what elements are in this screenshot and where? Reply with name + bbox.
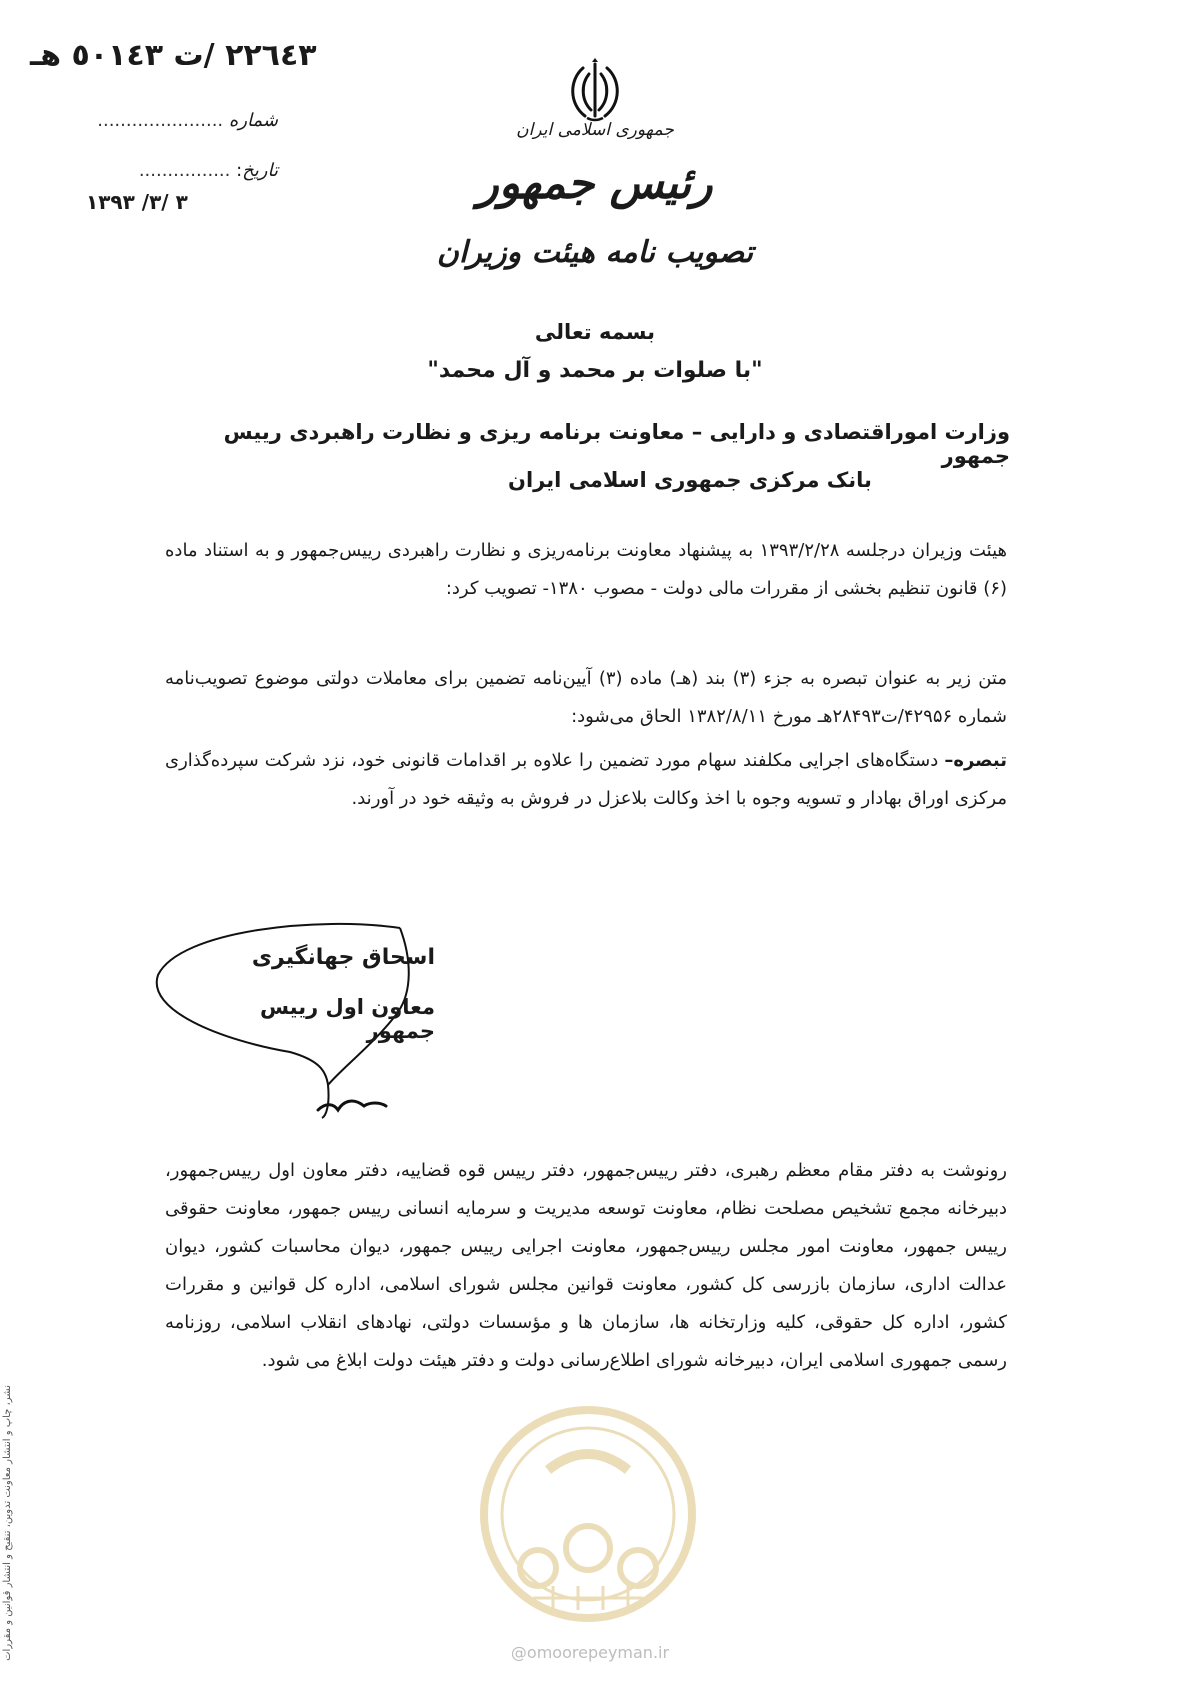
date-label: تاریخ bbox=[242, 160, 278, 181]
note-text: دستگاه‌های اجرایی مکلفند سهام مورد تضمین را علاوه بر اقدامات قانونی خود، نزد شرکت سپرده‌گذاری مرکزی اوراق بهادار و تسویه وجوه با اخذ وکالت بلاعزل در فروش به وثیقه خود در آورند. bbox=[165, 750, 1007, 809]
date-dots: ................ bbox=[138, 160, 231, 181]
date-field: تاریخ: ................ bbox=[138, 160, 278, 181]
side-note bbox=[2, 1385, 42, 1661]
number-label: شماره bbox=[228, 110, 278, 131]
paragraph-amendment: متن زیر به عنوان تبصره به جزء (۳) بند (هـ) ماده (۳) آیین‌نامه تضمین برای معاملات دولتی موضوع تصویب‌نامه شماره ۴۲۹۵۶/ت۲۸۴۹۳هـ مورخ ۱۳۸۲/۸/۱۱ الحاق می‌شود: bbox=[165, 668, 1007, 727]
date-value: ۱۳۹۳ /۳/ ۳ bbox=[86, 190, 188, 214]
paragraph-note bbox=[165, 742, 1007, 818]
signatory-name: اسحاق جهانگیری bbox=[251, 945, 435, 970]
number-field bbox=[78, 110, 278, 131]
paragraph-decision: هیئت وزیران درجلسه ۱۳۹۳/۲/۲۸ به پیشنهاد معاونت برنامه‌ریزی و نظارت راهبردی رییس‌جمهور و به استناد ماده (۶) قانون تنظیم بخشی از مقررات مالی دولت - مصوب ۱۳۸۰- تصویب کرد: bbox=[165, 540, 1007, 599]
republic-title: جمهوری اسلامی ایران bbox=[516, 120, 674, 140]
president-title: رئیس جمهور bbox=[477, 158, 713, 209]
publisher-seal-icon bbox=[478, 1398, 698, 1630]
salawat: "با صلوات بر محمد و آل محمد" bbox=[427, 358, 763, 383]
cabinet-decree-title: تصویب نامه هیئت وزیران bbox=[436, 235, 754, 270]
addressee-line-1: وزارت اموراقتصادی و دارایی – معاونت برنامه ریزی و نظارت راهبردی رییس جمهور bbox=[223, 420, 1010, 468]
addressee-line-2: بانک مرکزی جمهوری اسلامی ایران bbox=[508, 468, 872, 492]
copy-recipients: رونوشت به دفتر مقام معظم رهبری، دفتر رییس‌جمهور، دفتر رییس قوه قضاییه، دفتر معاون اول رییس‌جمهور، دبیرخانه مجمع تشخیص مصلحت نظام، معاونت توسعه مدیریت و سرمایه انسانی رییس جمهور، معاونت حقوقی رییس جمهور، معاونت امور مجلس رییس‌جمهور، معاونت اجرایی رییس جمهور، دیوان محاسبات کشور، دیوان عدالت اداری، سازمان بازرسی کل کشور، معاونت قوانین مجلس شورای اسلامی، اداره کل قوانین و مقررات کشور، اداره کل حقوقی، کلیه وزارتخانه ها، سازمان ها و مؤسسات دولتی، نهادهای انقلاب اسلامی، روزنامه رسمی جمهوری اسلامی ایران، دبیرخانه شورای اطلاع‌رسانی دولت و دفتر هیئت دولت ابلاغ می شود. bbox=[165, 1160, 1007, 1371]
side-note-text: نشر، چاپ و انتشار معاونت تدوین، تنقیح و انتشار قوانین و مقررات bbox=[2, 1385, 13, 1661]
signatory-title: معاون اول رییس جمهور bbox=[259, 995, 435, 1043]
watermark-site: @omoorepeyman.ir bbox=[510, 1643, 670, 1662]
reference-number: ٢٢٦٤٣ /ت ٥٠١٤٣ هـ bbox=[30, 38, 317, 73]
number-dots: ...................... bbox=[97, 110, 224, 131]
note-label: تبصره– bbox=[944, 750, 1007, 771]
iran-emblem-icon bbox=[565, 58, 625, 124]
basmala: بسمه تعالی bbox=[534, 320, 656, 344]
